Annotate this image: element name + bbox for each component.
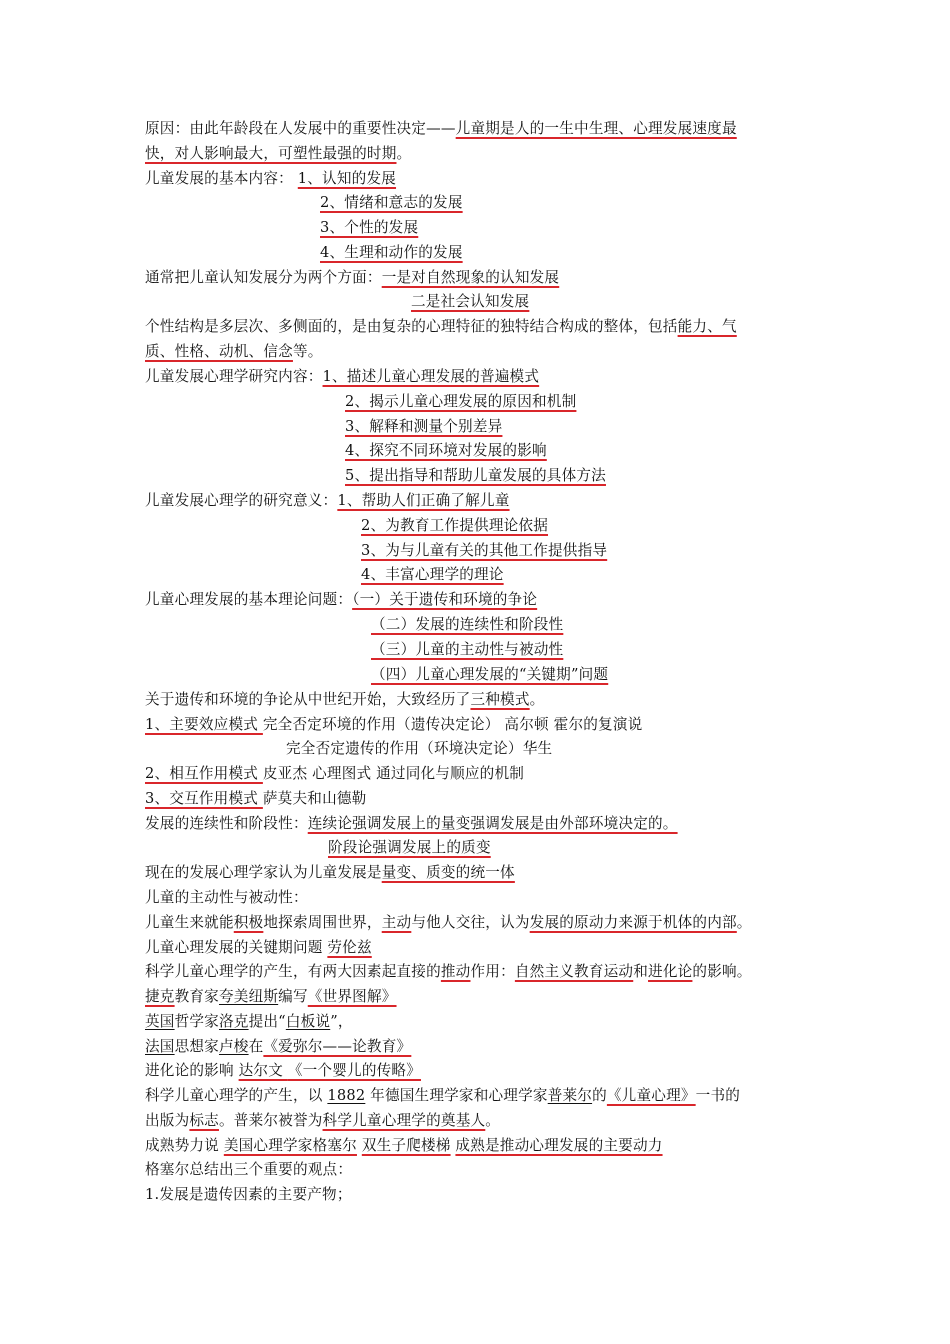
text-line xyxy=(145,863,515,885)
text-line xyxy=(145,342,323,364)
text-segment: 完全否定环境的作用（遗传决定论） 高尔顿 霍尔的复演说 xyxy=(262,716,643,733)
text-line xyxy=(320,218,418,240)
red-underlined-text: 3、解释和测量个别差异 xyxy=(345,418,503,435)
text-line xyxy=(145,1061,421,1083)
text-line xyxy=(145,317,737,339)
red-underlined-text: 快，对人影响最大，可塑性最强的时期 xyxy=(145,145,397,162)
text-line xyxy=(145,1111,500,1133)
text-segment: 思想家 xyxy=(174,1038,219,1055)
text-line xyxy=(345,466,606,488)
text-segment: 萨莫夫和山德勒 xyxy=(262,790,367,807)
text-segment: 一书的 xyxy=(695,1087,741,1104)
red-underlined-text: 3、个性的发展 xyxy=(320,219,419,236)
text-segment: 提出“ xyxy=(248,1013,286,1030)
red-underlined-text: 捷克 xyxy=(145,988,175,1005)
red-underlined-text: 儿童期是人的一生中生理、心理发展速度最 xyxy=(455,120,737,137)
text-segment: 成熟势力说 xyxy=(145,1137,224,1154)
red-underlined-text: 4、丰富心理学的理论 xyxy=(361,566,504,583)
text-line xyxy=(345,392,576,414)
text-segment: 作用： xyxy=(470,963,515,980)
text-line xyxy=(145,144,411,166)
text-segment: 儿童心理发展的基本理论问题： xyxy=(145,591,353,608)
text-segment: 儿童生来就能 xyxy=(145,914,234,931)
text-segment: 科学儿童心理学的产生，有两大因素起直接的 xyxy=(145,963,441,980)
text-segment: 在 xyxy=(248,1038,264,1055)
text-segment: 等。 xyxy=(292,343,323,360)
red-underlined-text: 二是社会认知发展 xyxy=(411,293,530,310)
red-underlined-text: 《儿童心理》 xyxy=(606,1087,696,1104)
text-segment: 的 xyxy=(592,1087,607,1104)
text-segment: 出版为 xyxy=(145,1112,190,1129)
red-underlined-text: 4、生理和动作的发展 xyxy=(320,244,463,261)
text-segment: ”， xyxy=(330,1013,353,1030)
text-line xyxy=(145,789,366,811)
red-underlined-text: 美国心理学家格塞尔 xyxy=(223,1137,357,1154)
text-segment: 。 xyxy=(736,914,752,931)
text-segment: 儿童的主动性与被动性： xyxy=(145,889,308,906)
text-line xyxy=(145,987,397,1009)
text-line xyxy=(345,417,502,439)
text-line xyxy=(145,119,737,141)
text-line xyxy=(145,1037,411,1059)
text-segment: 科学儿童心理学的产生，以 xyxy=(145,1087,328,1104)
red-underlined-text: 《爱弥尔——论教育》 xyxy=(263,1038,412,1055)
text-line xyxy=(371,665,608,687)
red-underlined-text: 三种模式 xyxy=(470,691,530,708)
red-underlined-text: 达尔文 xyxy=(238,1062,288,1079)
text-line xyxy=(361,541,607,563)
red-underlined-text: 1、帮助人们正确了解儿童 xyxy=(337,492,510,509)
red-underlined-text: 2、为教育工作提供理论依据 xyxy=(361,517,549,534)
text-line xyxy=(145,1086,740,1108)
underlined-text: 法国 xyxy=(145,1038,175,1055)
red-underlined-text: 3、为与儿童有关的其他工作提供指导 xyxy=(361,542,608,559)
text-line xyxy=(361,516,548,538)
text-line xyxy=(411,292,529,314)
text-segment: 皮亚杰 心理图式 通过同化与顺应的机制 xyxy=(262,765,525,782)
red-underlined-text: 科学儿童心理学的奠基人 xyxy=(322,1112,486,1129)
red-underlined-text: 质、性格、动机、信念 xyxy=(145,343,293,360)
red-underlined-text: 能力、气 xyxy=(677,318,737,335)
text-segment: 地探索周围世界， xyxy=(263,914,382,931)
red-underlined-text: 2、相互作用模式 xyxy=(145,765,263,782)
underlined-text: 白板说 xyxy=(285,1013,331,1030)
red-underlined-text: 4、探究不同环境对发展的影响 xyxy=(345,442,547,459)
underlined-text: 普莱尔 xyxy=(547,1087,593,1104)
underlined-text: 卢梭 xyxy=(218,1038,249,1055)
text-segment: 通常把儿童认知发展分为两个方面： xyxy=(145,269,382,286)
text-line xyxy=(361,565,504,587)
red-underlined-text: 2、情绪和意志的发展 xyxy=(320,194,463,211)
red-underlined-text: 主动 xyxy=(381,914,412,931)
text-segment: 进化论的影响 xyxy=(145,1062,239,1079)
text-line xyxy=(145,814,678,836)
red-underlined-text: 劳伦兹 xyxy=(327,939,372,956)
text-line xyxy=(145,888,308,910)
text-segment: 教育家 xyxy=(174,988,219,1005)
red-underlined-text: 《世界图解》 xyxy=(307,988,397,1005)
text-line xyxy=(320,243,463,265)
text-line xyxy=(345,441,547,463)
text-line xyxy=(320,193,463,215)
red-underlined-text: 1、主要效应模式 xyxy=(145,716,263,733)
red-underlined-text: 连续论强调发展上的量变强调发展是由外部环境决定的。 xyxy=(307,815,678,832)
text-line xyxy=(371,640,563,662)
text-segment: 。 xyxy=(529,691,545,708)
text-segment: 儿童发展的基本内容： xyxy=(145,170,298,187)
text-line xyxy=(145,938,372,960)
text-segment: 关于遗传和环境的争论从中世纪开始，大致经历了 xyxy=(145,691,471,708)
underlined-text: 洛克 xyxy=(218,1013,249,1030)
text-line xyxy=(145,268,559,290)
red-underlined-text: 一是对自然现象的认知发展 xyxy=(381,269,560,286)
red-underlined-text: 量变、质变的统一体 xyxy=(381,864,515,881)
text-line xyxy=(371,615,563,637)
text-segment: 原因：由此年龄段在人发展中的重要性决定—— xyxy=(145,120,456,137)
text-segment: 的影响。 xyxy=(692,963,752,980)
red-underlined-text: 发展的原动力来源于机体的内部 xyxy=(529,914,737,931)
text-segment: 1.发展是遗传因素的主要产物； xyxy=(145,1186,352,1203)
text-segment: 。 xyxy=(396,145,412,162)
text-line xyxy=(145,1012,353,1034)
red-underlined-text: 推动 xyxy=(440,963,471,980)
red-underlined-text: 双生子爬楼梯 xyxy=(361,1137,451,1154)
text-segment: 年德国生理学家和心理学家 xyxy=(365,1087,548,1104)
text-line xyxy=(145,169,396,191)
text-segment: 。普莱尔被誉为 xyxy=(218,1112,323,1129)
red-underlined-text: 进化论 xyxy=(648,963,693,980)
red-underlined-text: 《一个婴儿的传略》 xyxy=(287,1062,421,1079)
text-segment: 与他人交往，认为 xyxy=(411,914,530,931)
red-underlined-text: 积极 xyxy=(233,914,264,931)
text-segment: 儿童心理发展的关键期问题 xyxy=(145,939,328,956)
text-segment: 编写 xyxy=(278,988,308,1005)
red-underlined-text: 阶段论强调发展上的质变 xyxy=(328,839,491,856)
text-line xyxy=(145,913,752,935)
text-segment: 儿童发展心理学的研究意义： xyxy=(145,492,338,509)
underlined-text: 英国 xyxy=(145,1013,175,1030)
text-line xyxy=(145,690,544,712)
text-line xyxy=(145,1160,352,1182)
text-line xyxy=(328,838,491,860)
red-underlined-text: （四）儿童心理发展的“关键期”问题 xyxy=(371,666,609,683)
underlined-text: 夸美纽斯 xyxy=(218,988,279,1005)
text-line xyxy=(145,715,642,737)
red-underlined-text: 2、揭示儿童心理发展的原因和机制 xyxy=(345,393,577,410)
underlined-text: 1882 xyxy=(327,1087,366,1104)
red-underlined-text: 1、认知的发展 xyxy=(297,170,397,187)
red-underlined-text: 成熟是推动心理发展的主要动力 xyxy=(455,1137,663,1154)
text-line xyxy=(145,764,524,786)
text-line xyxy=(145,367,539,389)
text-line xyxy=(145,491,510,513)
text-segment: 现在的发展心理学家认为儿童发展是 xyxy=(145,864,382,881)
red-underlined-text: （一）关于遗传和环境的争论 xyxy=(352,591,538,608)
text-segment: 发展的连续性和阶段性： xyxy=(145,815,308,832)
text-segment: 。 xyxy=(485,1112,501,1129)
text-line xyxy=(145,1136,663,1158)
red-underlined-text: 5、提出指导和帮助儿童发展的具体方法 xyxy=(345,467,606,484)
red-underlined-text: 自然主义教育运动 xyxy=(514,963,634,980)
text-segment: 格塞尔总结出三个重要的观点： xyxy=(145,1161,353,1178)
text-segment: 儿童发展心理学研究内容： xyxy=(145,368,323,385)
text-line xyxy=(145,1185,352,1207)
text-segment: 完全否定遗传的作用（环境决定论）华生 xyxy=(286,740,553,757)
text-segment: 哲学家 xyxy=(174,1013,219,1030)
text-line xyxy=(145,962,752,984)
red-underlined-text: 1、描述儿童心理发展的普遍模式 xyxy=(322,368,540,385)
red-underlined-text: （二）发展的连续性和阶段性 xyxy=(371,616,564,633)
red-underlined-text: 标志 xyxy=(189,1112,219,1129)
text-line xyxy=(286,739,552,761)
text-line xyxy=(145,590,537,612)
red-underlined-text: （三）儿童的主动性与被动性 xyxy=(371,641,564,658)
text-segment: 个性结构是多层次、多侧面的，是由复杂的心理特征的独特结合构成的整体，包括 xyxy=(145,318,678,335)
red-underlined-text: 3、交互作用模式 xyxy=(145,790,263,807)
text-segment: 和 xyxy=(633,963,649,980)
